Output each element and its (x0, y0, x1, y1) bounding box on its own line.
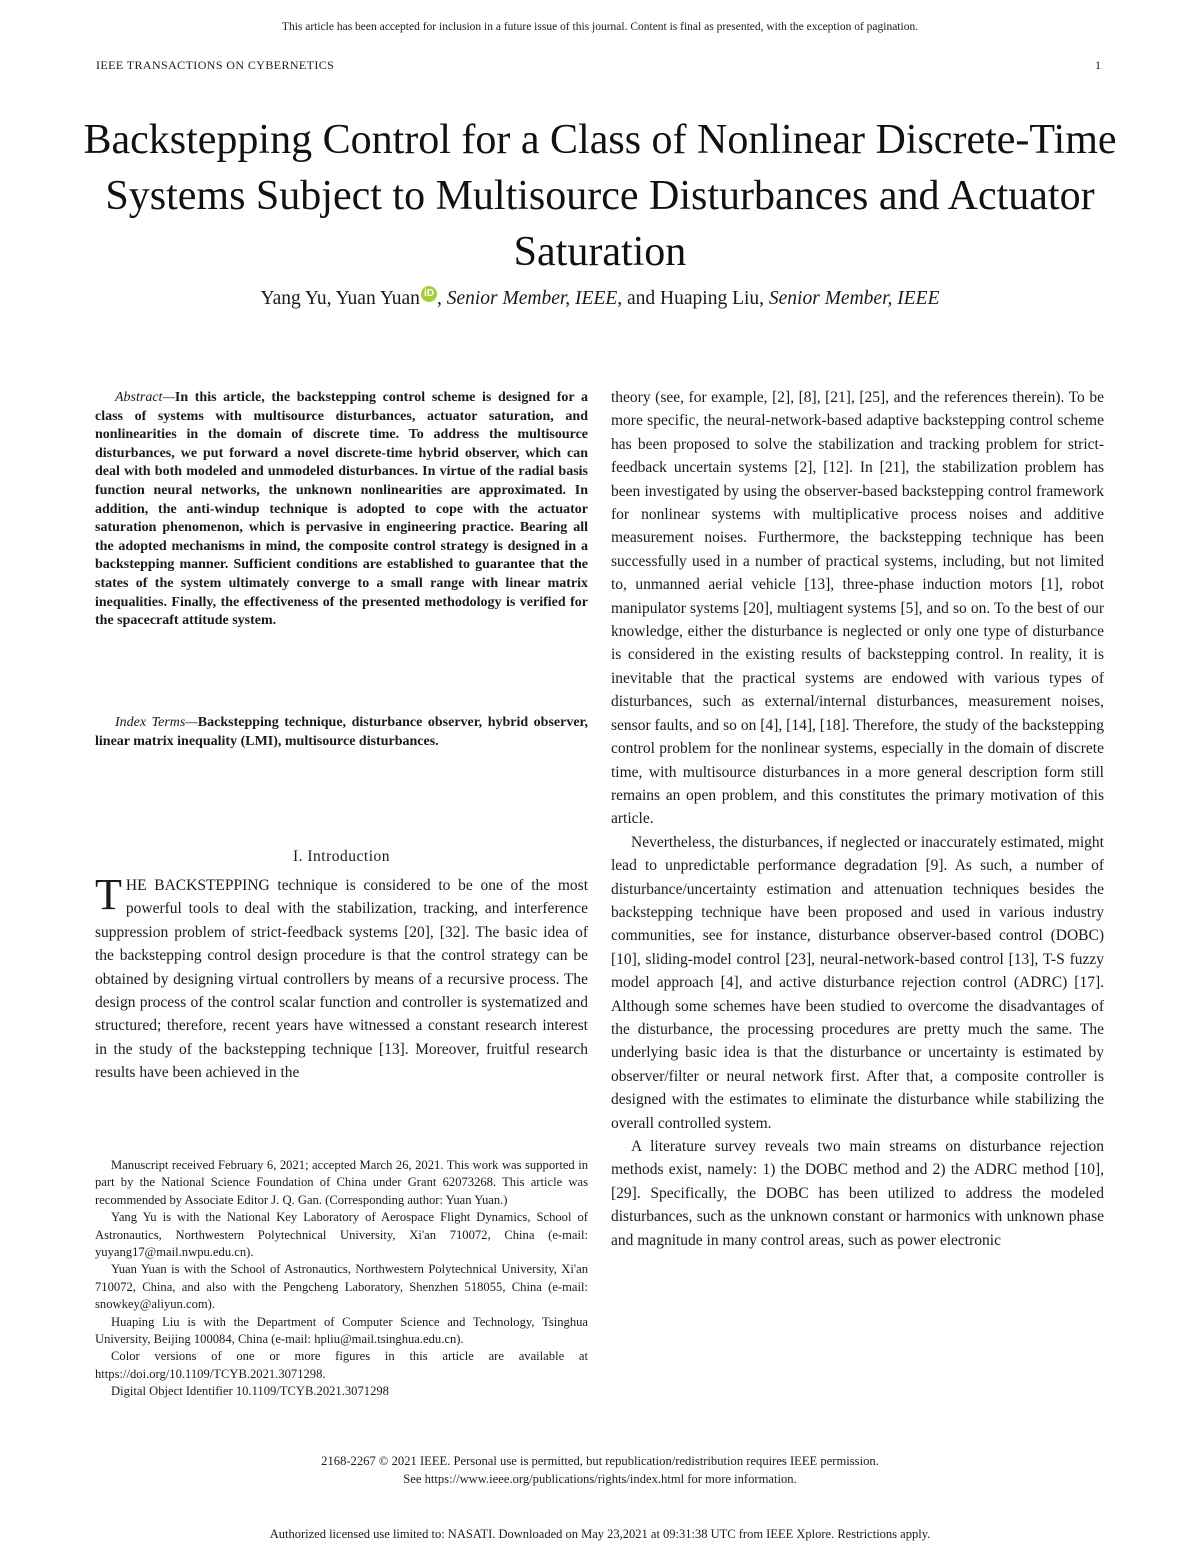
footnote: Color versions of one or more figures in this article are available at https://doi.org/10.1109/TCYB.2021.3071298. (95, 1349, 588, 1381)
copyright-notice (0, 1452, 1200, 1488)
inclusion-notice: This article has been accepted for inclusion in a future issue of this journal. Content is final as presented, with the exception of pagination. (281, 21, 919, 33)
author-role-2: Senior Member, IEEE (768, 288, 940, 309)
author-list (80, 286, 1120, 310)
section-heading: I. Introduction (292, 848, 391, 865)
author-separator: , (436, 288, 447, 309)
download-notice: Authorized licensed use limited to: NASATI. Downloaded on May 23,2021 at 09:31:38 UTC from IEEE Xplore. Restrictions apply. (269, 1527, 931, 1541)
right-column (611, 386, 1104, 1252)
footnote: Yuan Yuan is with the School of Astronautics, Northwestern Polytechnical University, Xi'an 710072, China, and also with the Pengcheng Laboratory, Shenzhen 518055, China (e-mail: snowkey@aliyun.com). (95, 1262, 588, 1312)
introduction-body: HE BACKSTEPPING technique is considered to be one of the most powerful tools to deal with the stabilization, tracking, and interference suppression problem of strict-feedback systems [20], [32]. The basic idea of the backstepping control design procedure is that the control strategy can be obtained by designing virtual controllers by means of a recursive process. The design process of the control scalar function and controller is systematized and structured; therefore, recent years have witnessed a constant research interest in the study of the backstepping technique [13]. Moreover, fruitful research results have been achieved in the (95, 877, 588, 1082)
index-terms-text: Backstepping technique, disturbance observer, hybrid observer, linear matrix inequality (LMI), multisource disturbances. (95, 715, 588, 749)
author-role: Senior Member, IEEE (446, 288, 618, 309)
introduction-text (95, 870, 588, 1085)
paragraph: Nevertheless, the disturbances, if neglected or inaccurately estimated, might lead to unpredictable performance degradation [9]. As such, a number of disturbance/uncertainty estimation and attenuation techniques besides the backstepping technique have been proposed and used in various industry communities, see for instance, disturbance observer-based control (DOBC) [10], sliding-model control [23], neural-network-based control [13], T-S fuzzy model approach [4], and active disturbance rejection control (ADRC) [17]. Although some schemes have been studied to overcome the disadvantages of the disturbance, the processing procedures are pretty much the same. The underlying basic idea is that the disturbance or uncertainty is estimated by observer/filter or neural network first. After that, a composite controller is designed with the estimates to eliminate the disturbance while stabilizing the overall controlled system. (611, 833, 1104, 1132)
journal-name: IEEE TRANSACTIONS ON CYBERNETICS (96, 58, 335, 72)
author-names-2: , and Huaping Liu, (617, 288, 769, 309)
page-number: 1 (1095, 58, 1101, 72)
abstract-label: Abstract— (115, 390, 175, 405)
paragraph: A literature survey reveals two main streams on disturbance rejection methods exist, namely: 1) the DOBC method and 2) the ADRC method [10], [29]. Specifically, the DOBC has been utilized to address the modeled disturbances, such as the unknown constant or harmonics with unknown phase and magnitude in many control areas, such as power electronic (611, 1138, 1104, 1249)
index-terms (95, 714, 588, 751)
author-names: Yang Yu, Yuan Yuan (260, 288, 420, 309)
footnote: Yang Yu is with the National Key Laboratory of Aerospace Flight Dynamics, School of Astronautics, Northwestern Polytechnical University, Xi'an 710072, China (e-mail: yuyang17@mail.nwpu.edu.cn). (95, 1210, 588, 1260)
copyright-line: 2168-2267 © 2021 IEEE. Personal use is permitted, but republication/redistribution requires IEEE permission. (321, 1454, 879, 1468)
orcid-icon[interactable]: iD (421, 286, 437, 302)
footnote: Huaping Liu is with the Department of Computer Science and Technology, Tsinghua University, Beijing 100084, China (e-mail: hpliu@mail.tsinghua.edu.cn). (95, 1314, 588, 1347)
footnote: Digital Object Identifier 10.1109/TCYB.2021.3071298 (111, 1384, 389, 1399)
footnotes (95, 1157, 588, 1401)
paragraph: theory (see, for example, [2], [8], [21], [25], and the references therein). To be more specific, the neural-network-based adaptive backstepping control scheme has been proposed to solve the stabilization and tracking problem for strict-feedback uncertain systems [2], [12]. In [21], the stabilization problem has been investigated by using the observer-based backstepping control framework for nonlinear systems with multiplicative process noises and additive measurement noises. Furthermore, the backstepping technique has been successfully used in a number of practical systems, including, but not limited to, unmanned aerial vehicle [13], three-phase induction motors [1], robot manipulator systems [20], multiagent systems [5], and so on. To the best of our knowledge, either the disturbance is neglected or only one type of disturbance is considered in the existing results of backstepping control. In reality, it is inevitable that the practical systems are endowed with various types of disturbances, such as external/internal disturbances, measurement noises, sensor faults, and so on [4], [14], [18]. Therefore, the study of the backstepping control problem for the nonlinear systems, especially in the domain of discrete time, with multisource disturbances in a more general description form still remains an open problem, and this constitutes the primary motivation of this article. (611, 389, 1104, 828)
paper-title: Backstepping Control for a Class of Nonlinear Discrete-Time Systems Subject to Multisource Disturbances and Actuator Saturation (83, 117, 1117, 275)
abstract-text: In this article, the backstepping control scheme is designed for a class of systems with multisource disturbances, actuator saturation, and nonlinearities in the domain of discrete time. To address the multisource disturbances, we put forward a novel discrete-time hybrid observer, which can deal with both modeled and unmodeled disturbances. In virtue of the radial basis function neural networks, the unknown nonlinearities are approximated. In addition, the anti-windup technique is adopted to cope with the actuator saturation phenomenon, which is pervasive in engineering practice. Bearing all the adopted mechanisms in mind, the composite control strategy is designed in a backstepping manner. Sufficient conditions are established to guarantee that the states of the system ultimately converge to a small range with linear matrix inequalities. Finally, the effectiveness of the presented methodology is verified for the spacecraft attitude system. (95, 390, 588, 629)
rights-link[interactable]: See https://www.ieee.org/publications/rights/index.html for more information. (403, 1472, 797, 1486)
drop-cap: T (95, 870, 122, 919)
footnote: Manuscript received February 6, 2021; accepted March 26, 2021. This work was supported in part by the National Science Foundation of China under Grant 62073268. This article was recommended by Associate Editor J. Q. Gan. (Corresponding author: Yuan Yuan.) (95, 1158, 588, 1207)
abstract (95, 389, 588, 631)
index-terms-label: Index Terms— (115, 715, 198, 730)
